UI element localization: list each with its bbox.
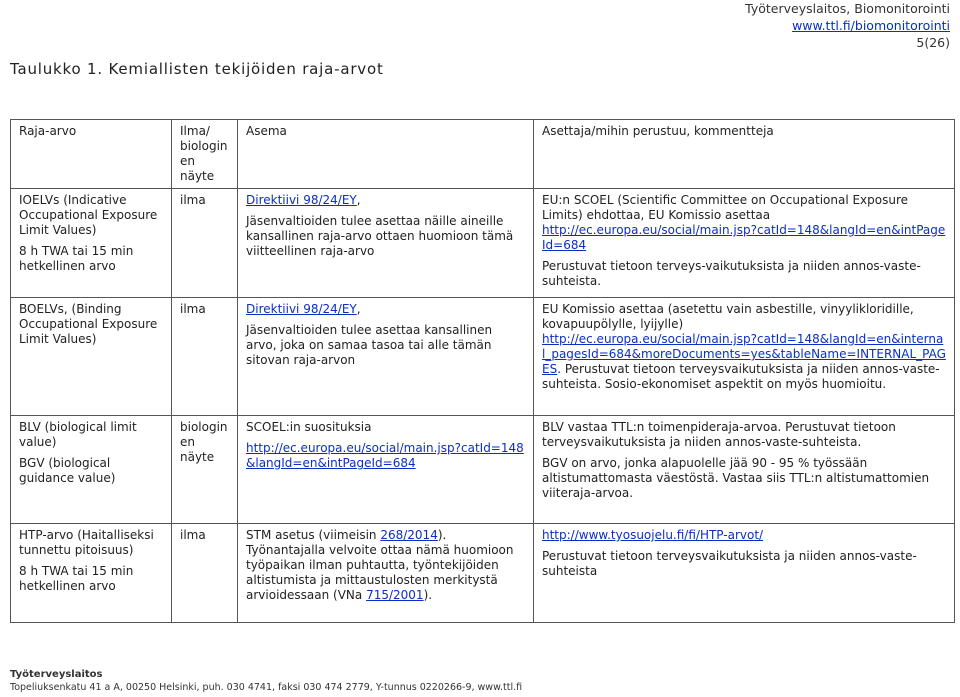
table-row: [11, 416, 955, 524]
cell-limit-value: [11, 416, 172, 524]
footer-address: Topeliuksenkatu 41 a A, 00250 Helsinki, puh. 030 4741, faksi 030 474 2779, Y-tunnus 0220266-9, www.ttl.fi: [10, 682, 523, 693]
page-footer: [10, 668, 522, 694]
cell-text: ilma: [180, 193, 206, 207]
cell-text: ,: [356, 302, 361, 316]
cell-limit-value: [11, 298, 172, 416]
cell-text: EU:n SCOEL (Scientific Committee on Occupational Exposure Limits) ehdottaa, EU Komissio asettaa: [542, 193, 909, 222]
cell-comments: [534, 189, 955, 298]
header-website-link[interactable]: www.ttl.fi/biomonitorointi: [792, 18, 950, 33]
cell-text: 8 h TWA tai 15 min hetkellinen arvo: [19, 244, 134, 273]
cell-sample-type: [172, 524, 238, 623]
cell-text: Perustuvat tietoon terveysvaikutuksista ja niiden annos-vaste-suhteista: [542, 549, 917, 578]
cell-comments: [534, 416, 955, 524]
cell-text: BGV on arvo, jonka alapuolelle jää 90 - 95 % työssään altistumattomasta väestöstä. Vastaa siis TTL:n altistumattomien viiteraja-arvoa.: [542, 456, 930, 500]
header-comments: Asettaja/mihin perustuu, kommentteja: [534, 120, 955, 189]
cell-sample-type: [172, 298, 238, 416]
page-header: [745, 0, 950, 51]
cell-text: IOELVs (Indicative Occupational Exposure Limit Values): [19, 193, 158, 237]
page-number: 5(26): [916, 35, 950, 50]
commission-link[interactable]: http://ec.europa.eu/social/main.jsp?catId=148&langId=en&internal_pagesId=684&moreDocuments=yes&tableName=INTERNAL_PAGES: [542, 332, 946, 376]
cell-text: SCOEL:in suosituksia: [246, 420, 372, 434]
decree-link[interactable]: 268/2014: [380, 528, 438, 542]
footer-organization: Työterveyslaitos: [10, 669, 103, 680]
cell-text: 8 h TWA tai 15 min hetkellinen arvo: [19, 564, 134, 593]
cell-sample-type: [172, 416, 238, 524]
cell-status: [238, 298, 534, 416]
cell-sample-type: [172, 189, 238, 298]
cell-text: ilma: [180, 302, 206, 316]
cell-text: . Perustuvat tietoon terveysvaikutuksista ja niiden annos-vaste-suhteista. Sosio-ekonomiset aspektit on myös huomioitu.: [542, 362, 940, 391]
cell-text: BLV (biological limit value): [19, 420, 137, 449]
header-limit-value: Raja-arvo: [11, 120, 172, 189]
cell-comments: [534, 524, 955, 623]
table-row: [11, 524, 955, 623]
table-row: [11, 189, 955, 298]
limit-values-table: [10, 119, 955, 623]
cell-limit-value: [11, 189, 172, 298]
vna-link[interactable]: 715/2001: [366, 588, 424, 602]
cell-text: ).: [423, 588, 433, 602]
header-sample-type: Ilma/ biologinen näyte: [172, 120, 238, 189]
table-header-row: [11, 120, 955, 189]
header-organization: Työterveyslaitos, Biomonitorointi: [745, 1, 950, 16]
header-status: Asema: [238, 120, 534, 189]
scoel-link[interactable]: http://ec.europa.eu/social/main.jsp?catId=148&langId=en&intPageId=684: [246, 441, 524, 470]
cell-text: ilma: [180, 528, 206, 542]
cell-text: biologinen näyte: [180, 420, 228, 464]
htp-link[interactable]: http://www.tyosuojelu.fi/fi/HTP-arvot/: [542, 528, 764, 542]
cell-text: HTP-arvo (Haitalliseksi tunnettu pitoisuus): [19, 528, 154, 557]
directive-link[interactable]: Direktiivi 98/24/EY: [246, 302, 357, 316]
cell-text: ,: [356, 193, 361, 207]
table-title: Taulukko 1. Kemiallisten tekijöiden raja-arvot: [10, 60, 384, 78]
scoel-link[interactable]: http://ec.europa.eu/social/main.jsp?catId=148&langId=en&intPageId=684: [542, 223, 946, 252]
cell-text: Jäsenvaltioiden tulee asettaa näille aineille kansallinen raja-arvo ottaen huomioon tämä viitteellinen raja-arvo: [246, 214, 514, 258]
cell-text: EU Komissio asettaa (asetettu vain asbestille, vinyylikloridille, kovapuupölylle, lyijylle): [542, 302, 914, 331]
cell-text: ). Työnantajalla velvoite ottaa nämä huomioon työpaikan ilman puhtautta, työntekijöiden altistumista ja mittaustulosten merkitystä arvioidessaan (VNa: [246, 528, 514, 602]
cell-status: [238, 524, 534, 623]
cell-text: BOELVs, (Binding Occupational Exposure Limit Values): [19, 302, 158, 346]
cell-text: Jäsenvaltioiden tulee asettaa kansallinen arvo, joka on samaa tasoa tai alle tämän sitovan raja-arvon: [246, 323, 493, 367]
cell-text: Perustuvat tietoon terveys-vaikutuksista ja niiden annos-vaste-suhteista.: [542, 259, 921, 288]
cell-text: BGV (biological guidance value): [19, 456, 116, 485]
cell-status: [238, 416, 534, 524]
table-row: [11, 298, 955, 416]
cell-text: STM asetus (viimeisin: [246, 528, 381, 542]
cell-status: [238, 189, 534, 298]
directive-link[interactable]: Direktiivi 98/24/EY: [246, 193, 357, 207]
cell-comments: [534, 298, 955, 416]
cell-text: BLV vastaa TTL:n toimenpideraja-arvoa. Perustuvat tietoon terveysvaikutuksista ja niiden annos-vaste-suhteista.: [542, 420, 896, 449]
cell-limit-value: [11, 524, 172, 623]
